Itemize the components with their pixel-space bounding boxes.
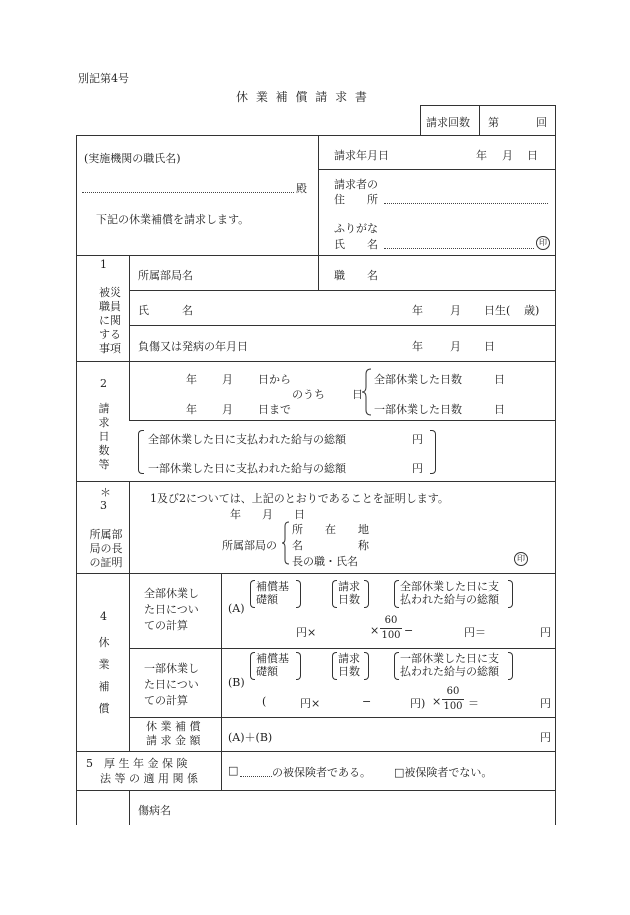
a-yen-equals: 円＝ <box>464 626 486 639</box>
full-calc-line-1: た日につい <box>144 603 199 616</box>
full-leave-days-unit: 日 <box>494 373 505 386</box>
sec3-title-line-1: 局の長 <box>89 542 123 555</box>
b-yen: 円 <box>540 697 551 710</box>
to-nen: 年 <box>186 403 197 416</box>
of-which: のうち <box>292 388 325 401</box>
sec2-title-char-2: 日 <box>98 430 110 443</box>
cert-name: 名 称 <box>292 539 369 552</box>
a-base-box: 補償基 礎額 <box>256 580 289 606</box>
birth-tsuki: 月 <box>450 304 461 317</box>
claimant-name-label: 氏 名 <box>334 238 378 251</box>
sec1-title-line-4: 事項 <box>99 342 121 355</box>
request-text: 下記の休業補償を請求します。 <box>96 213 250 226</box>
b-yen-times: 円× <box>300 697 321 710</box>
claim-count-kai: 回 <box>536 116 547 129</box>
injury-hi: 日 <box>484 340 495 353</box>
seal-icon: 印 <box>536 236 550 250</box>
disease-label: 傷病名 <box>138 804 171 817</box>
option-insured-checkbox[interactable]: □ <box>228 764 239 777</box>
b-pay-box: 一部休業した日に支 払われた給与の総額 <box>400 652 499 678</box>
b-close-yen: 円) <box>410 697 426 710</box>
a-minus: − <box>404 624 414 637</box>
cert-hi: 日 <box>294 508 305 521</box>
sec3-title <box>84 528 128 570</box>
sec2-title-char-0: 請 <box>98 402 110 415</box>
b-minus: − <box>362 695 372 708</box>
pay-paren-right <box>430 430 436 474</box>
request-date-tsuki: 月 <box>502 149 513 162</box>
b-equals: ＝ <box>468 697 479 710</box>
from-hi: 日から <box>258 373 291 386</box>
sec4-title-char-3: 償 <box>98 702 110 715</box>
b-open-paren: ( <box>262 695 267 708</box>
b-days-box: 請求 日数 <box>338 652 360 678</box>
full-paid-yen: 円 <box>412 433 423 446</box>
sec1-title-line-0: 被災 <box>99 286 121 299</box>
post-label: 職 名 <box>334 269 378 282</box>
sec3-number: 3 <box>100 499 107 512</box>
a-yen: 円 <box>540 626 551 639</box>
sec1-title-line-1: 職員 <box>99 300 121 313</box>
birth-hi: 日生( <box>484 304 511 317</box>
sec2-title-char-3: 数 <box>98 444 110 457</box>
cert-nen: 年 <box>230 508 241 521</box>
cert-text: 1及び2については、上記のとおりであることを証明します。 <box>150 492 449 505</box>
birth-nen: 年 <box>412 304 423 317</box>
address-label: 住 所 <box>334 193 378 206</box>
sec1-title-line-2: に関 <box>99 314 121 327</box>
request-date-label: 請求年月日 <box>334 149 389 162</box>
cert-address: 所 在 地 <box>292 523 369 536</box>
agency-line <box>82 192 294 193</box>
sec4-title <box>96 632 112 720</box>
cert-tsuki: 月 <box>262 508 273 521</box>
sec4-title-char-0: 休 <box>98 636 110 649</box>
a-days-box: 請求 日数 <box>338 580 360 606</box>
sec1-title-line-3: する <box>99 328 121 341</box>
partial-calc-label <box>144 661 199 709</box>
sec4-title-char-2: 補 <box>98 680 110 693</box>
address-line[interactable] <box>384 203 548 204</box>
partial-calc-line-0: 一部休業し <box>144 662 199 675</box>
option-insured-label: の被保険者である。 <box>272 766 371 779</box>
b-times: × <box>432 695 442 708</box>
pay-paren-left <box>138 430 144 474</box>
cert-head: 長の職・氏名 <box>292 555 358 568</box>
full-calc-line-0: 全部休業し <box>144 587 199 600</box>
marker-b: (B) <box>228 676 245 689</box>
sec1-number: 1 <box>100 258 107 271</box>
sec2-title-char-4: 等 <box>98 458 110 471</box>
b-base-box: 補償基 礎額 <box>256 652 289 678</box>
partial-leave-days-unit: 日 <box>494 403 505 416</box>
partial-paid-label: 一部休業した日に支払われた給与の総額 <box>148 462 346 475</box>
agency-label: (実施機関の職氏名) <box>84 152 181 165</box>
brace-icon <box>362 368 372 416</box>
partial-calc-line-1: た日につい <box>144 678 199 691</box>
sec4-number: 4 <box>100 610 107 623</box>
sec3-title-line-0: 所属部 <box>89 528 123 541</box>
marker-a: (A) <box>228 602 245 615</box>
a-times: × <box>370 624 380 637</box>
sec4-title-char-1: 業 <box>98 658 110 671</box>
full-paid-label: 全部休業した日に支払われた給与の総額 <box>148 433 346 446</box>
to-hi: 日まで <box>258 403 291 416</box>
request-date-hi: 日 <box>527 149 538 162</box>
injury-label: 負傷又は発病の年月日 <box>138 340 248 353</box>
partial-leave-days-label: 一部休業した日数 <box>374 403 462 416</box>
b-fraction: 60 100 <box>443 686 463 712</box>
birth-sai: 歳) <box>524 304 540 317</box>
option-not-insured-checkbox[interactable]: □被保険者でない。 <box>394 766 493 779</box>
cert-seal-icon: 印 <box>514 552 528 566</box>
cert-prefix: 所属部局の <box>222 539 277 552</box>
annex-label: 別記第4号 <box>78 72 129 85</box>
full-leave-days-label: 全部休業した日数 <box>374 373 462 386</box>
claim-count-dai: 第 <box>488 116 499 129</box>
claimant-name-line[interactable] <box>384 248 534 249</box>
sec2-title-char-1: 求 <box>98 416 110 429</box>
form-title: 休 業 補 償 請 求 書 <box>236 90 369 104</box>
sec1-title <box>96 286 124 356</box>
sec3-title-line-2: の証明 <box>89 556 123 569</box>
from-nen: 年 <box>186 373 197 386</box>
total-label: 休 業 補 償 請 求 金 額 <box>146 720 201 747</box>
partial-paid-yen: 円 <box>412 462 423 475</box>
tono-label: 殿 <box>296 182 307 195</box>
sec2-number: 2 <box>100 377 107 390</box>
partial-calc-line-2: ての計算 <box>144 694 188 707</box>
sec3-star: ＊ <box>100 486 111 499</box>
total-formula: (A)＋(B) <box>228 731 273 744</box>
of-which-days: 日 <box>352 388 363 401</box>
a-pay-box: 全部休業した日に支 払われた給与の総額 <box>400 580 499 606</box>
victim-name-label: 氏 名 <box>138 304 193 317</box>
full-calc-line-2: ての計算 <box>144 619 188 632</box>
to-tsuki: 月 <box>222 403 233 416</box>
furigana-label: ふりがな <box>334 222 378 235</box>
full-calc-label <box>144 586 199 634</box>
injury-tsuki: 月 <box>450 340 461 353</box>
cert-brace-icon <box>282 521 290 565</box>
request-date-nen: 年 <box>476 149 487 162</box>
insured-blank-line[interactable] <box>240 776 272 777</box>
claimant-label: 請求者の <box>334 178 378 191</box>
from-tsuki: 月 <box>222 373 233 386</box>
total-yen: 円 <box>540 731 551 744</box>
dept-label: 所属部局名 <box>138 269 193 282</box>
injury-nen: 年 <box>412 340 423 353</box>
sec5-label: 5 厚 生 年 金 保 険 法 等 の 適 用 関 係 <box>86 757 198 785</box>
sec2-title <box>96 402 112 472</box>
claim-count-label: 請求回数 <box>426 116 470 129</box>
a-yen-times: 円× <box>296 626 317 639</box>
a-fraction: 60 100 <box>381 615 401 641</box>
